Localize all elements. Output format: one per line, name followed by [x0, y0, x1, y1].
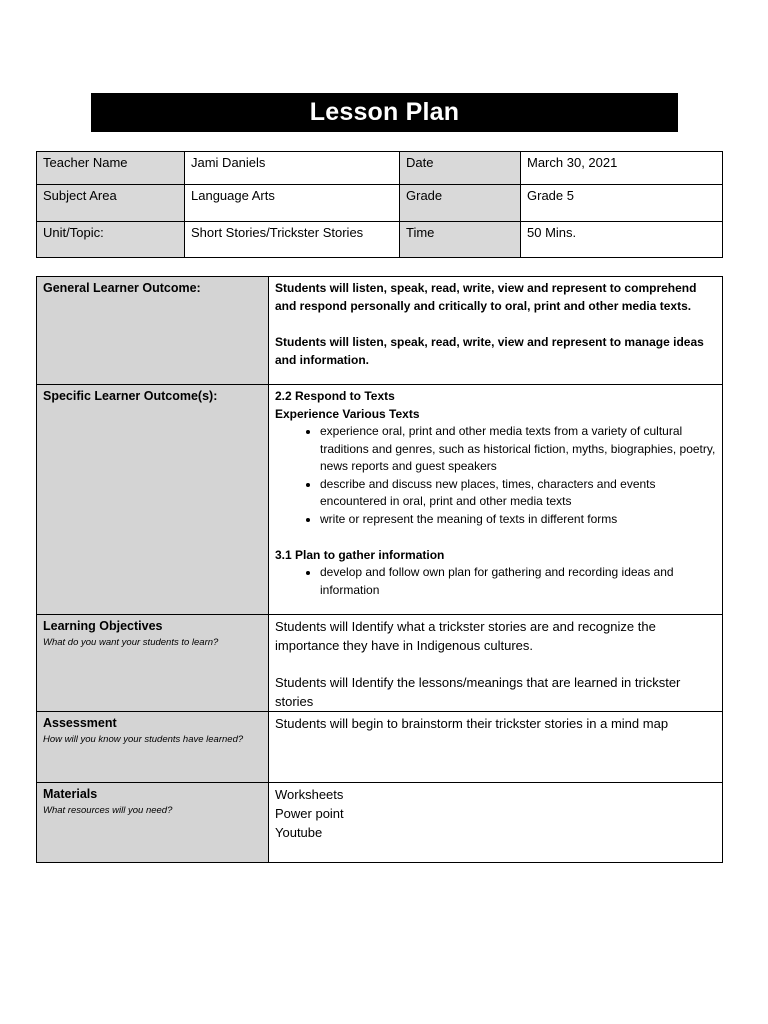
general-outcome-text-1: Students will listen, speak, read, write, view and represent to comprehend and respond personally and critically to oral, print and other media texts. — [275, 281, 697, 313]
info-row-unit — [37, 222, 723, 258]
lesson-details-table — [36, 276, 723, 863]
list-item: • describe and discuss new places, times, characters and events encountered in oral, print and other media texts — [320, 476, 716, 511]
date-value: March 30, 2021 — [521, 152, 723, 185]
teacher-value: Jami Daniels — [185, 152, 400, 185]
slo-heading-experience: Experience Various Texts — [275, 407, 420, 421]
row-materials — [37, 783, 723, 863]
row-specific-outcomes — [37, 385, 723, 615]
date-label: Date — [400, 152, 521, 185]
assessment-prompt: How will you know your students have learned? — [43, 734, 244, 745]
row-assessment — [37, 712, 723, 783]
list-item: • write or represent the meaning of texts in different forms — [320, 511, 716, 529]
materials-label: Materials — [43, 787, 98, 801]
unit-value: Short Stories/Trickster Stories — [185, 222, 400, 258]
general-outcome-text-2: Students will listen, speak, read, write, view and represent to manage ideas and information. — [275, 335, 704, 367]
subject-value: Language Arts — [185, 185, 400, 222]
slo-bullet-list-2 — [275, 564, 716, 599]
slo-heading-respond: 2.2 Respond to Texts — [275, 389, 395, 403]
subject-label: Subject Area — [37, 185, 185, 222]
material-item: Worksheets — [275, 787, 344, 802]
info-row-teacher — [37, 152, 723, 185]
materials-prompt: What resources will you need? — [43, 805, 173, 816]
assessment-text: Students will begin to brainstorm their trickster stories in a mind map — [275, 716, 669, 731]
time-value: 50 Mins. — [521, 222, 723, 258]
objectives-prompt: What do you want your students to learn? — [43, 637, 219, 648]
objective-text-2: Students will Identify the lessons/meanings that are learned in trickster stories — [275, 675, 681, 709]
info-row-subject — [37, 185, 723, 222]
general-outcome-label: General Learner Outcome: — [43, 281, 201, 295]
row-learning-objectives — [37, 615, 723, 712]
list-item: • develop and follow own plan for gathering and recording ideas and information — [320, 564, 716, 599]
slo-bullet-list-1 — [275, 423, 716, 528]
objective-text-1: Students will Identify what a trickster stories are and recognize the importance they have in Indigenous cultures. — [275, 619, 656, 653]
slo-heading-plan: 3.1 Plan to gather information — [275, 548, 445, 562]
list-item: • experience oral, print and other media texts from a variety of cultural traditions and genres, such as historical fiction, myths, biographies, poetry, news reports and guest speakers — [320, 423, 716, 476]
material-item: Youtube — [275, 825, 323, 840]
time-label: Time — [400, 222, 521, 258]
grade-label: Grade — [400, 185, 521, 222]
row-general-outcome — [37, 277, 723, 385]
specific-outcomes-label: Specific Learner Outcome(s): — [43, 389, 218, 403]
lesson-info-table — [36, 151, 723, 258]
teacher-label: Teacher Name — [37, 152, 185, 185]
assessment-label: Assessment — [43, 716, 117, 730]
unit-label: Unit/Topic: — [37, 222, 185, 258]
page-title: Lesson Plan — [91, 93, 678, 132]
grade-value: Grade 5 — [521, 185, 723, 222]
material-item: Power point — [275, 806, 344, 821]
objectives-label: Learning Objectives — [43, 619, 163, 633]
